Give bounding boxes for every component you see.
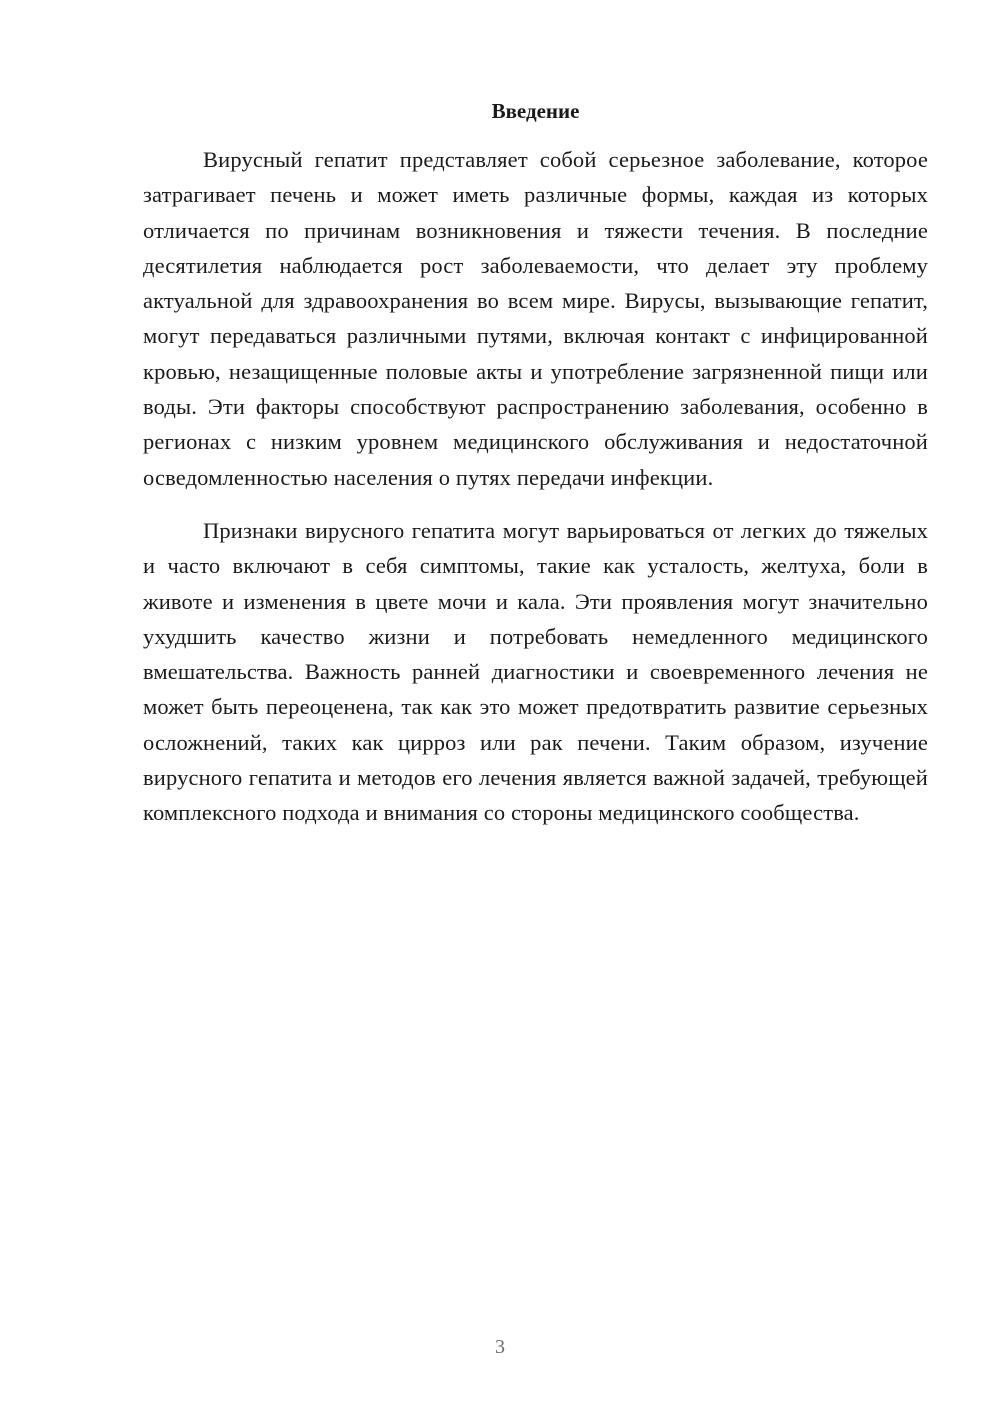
page-number: 3	[495, 1336, 505, 1358]
paragraph-2: Признаки вирусного гепатита могут варьироваться от легких до тяжелых и часто включают в себя симптомы, такие как усталость, желтуха, боли в животе и изменения в цвете мочи и кала. Эти проявления могут значительно ухудшить качество жизни и потребовать немедленного медицинского вмешательства. Важность ранней диагностики и своевременного лечения не может быть переоценена, так как это может предотвратить развитие серьезных осложнений, таких как цирроз или рак печени. Таким образом, изучение вирусного гепатита и методов его лечения является важной задачей, требующей комплексного подхода и внимания со стороны медицинского сообщества.	[143, 517, 928, 826]
paragraph-1: Вирусный гепатит представляет собой серьезное заболевание, которое затрагивает печень и может иметь различные формы, каждая из которых отличается по причинам возникновения и тяжести течения. В последние десятилетия наблюдается рост заболеваемости, что делает эту проблему актуальной для здравоохранения во всем мире. Вирусы, вызывающие гепатит, могут передаваться различными путями, включая контакт с инфицированной кровью, незащищенные половые акты и употребление загрязненной пищи или воды. Эти факторы способствуют распространению заболевания, особенно в регионах с низким уровнем медицинского обслуживания и недостаточной осведомленностью населения о путях передачи инфекции.	[143, 147, 928, 490]
body-text	[143, 142, 928, 831]
section-heading: Введение	[491, 99, 580, 123]
